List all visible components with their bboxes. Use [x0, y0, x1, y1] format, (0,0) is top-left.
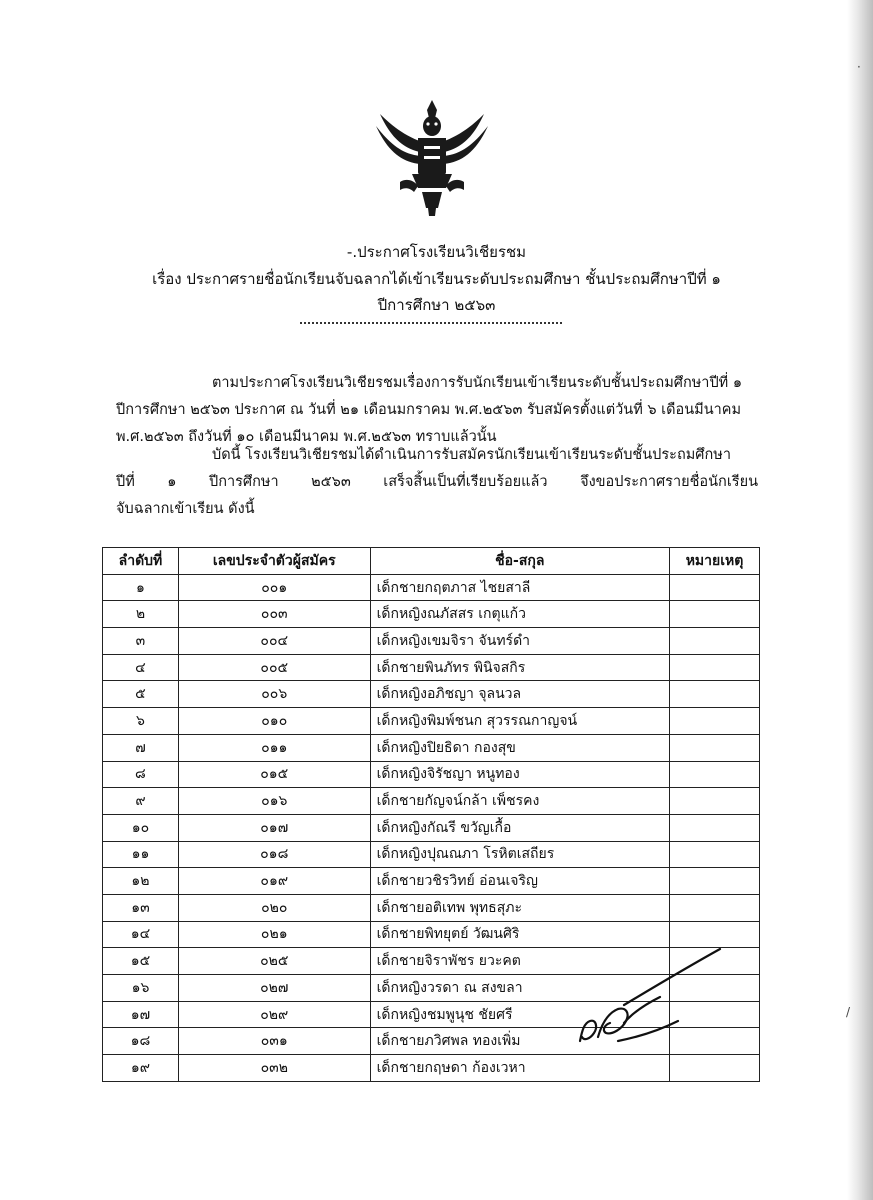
paragraph-intro [116, 370, 758, 451]
cell-name: เด็กชายภวิศพล ทองเพิ่ม [370, 1028, 669, 1055]
header-remark: หมายเหตุ [670, 548, 760, 575]
table-row [103, 628, 760, 655]
cell-remark [670, 788, 760, 815]
cell-name: เด็กหญิงจิรัชญา หนูทอง [370, 761, 669, 788]
cell-remark [670, 841, 760, 868]
table-row [103, 868, 760, 895]
table-header-row [103, 548, 760, 575]
announcement-title: -.ประกาศโรงเรียนวิเชียรชม [346, 243, 527, 261]
garuda-emblem-icon [372, 96, 492, 218]
table-row [103, 814, 760, 841]
scan-speck: / [846, 1005, 851, 1019]
table-row [103, 574, 760, 601]
cell-order: ๑๙ [103, 1055, 179, 1082]
cell-applicant-id: ๐๑๖ [178, 788, 370, 815]
paragraph-line: ปีการศึกษา ๒๕๖๓ ประกาศ ณ วันที่ ๒๑ เดือนมกราคม พ.ศ.๒๕๖๓ รับสมัครตั้งแต่วันที่ ๖ เดือนมีนาคม [116, 402, 742, 418]
cell-order: ๑๔ [103, 921, 179, 948]
cell-remark [670, 681, 760, 708]
cell-name: เด็กชายจิราพัชร ยวะคต [370, 948, 669, 975]
cell-name: เด็กชายกฤตภาส ไชยสาลี [370, 574, 669, 601]
cell-remark [670, 708, 760, 735]
cell-order: ๗ [103, 734, 179, 761]
cell-name: เด็กหญิงกัณรี ขวัญเกื้อ [370, 814, 669, 841]
cell-order: ๑๑ [103, 841, 179, 868]
cell-order: ๑๘ [103, 1028, 179, 1055]
cell-order: ๑๗ [103, 1001, 179, 1028]
cell-name: เด็กชายอติเทพ พุทธสุภะ [370, 894, 669, 921]
cell-applicant-id: ๐๑๙ [178, 868, 370, 895]
table-row [103, 681, 760, 708]
cell-name: เด็กชายพินภัทร พินิจสกิร [370, 654, 669, 681]
table-row [103, 921, 760, 948]
cell-name: เด็กหญิงปิยธิดา กองสุข [370, 734, 669, 761]
dotted-divider [300, 322, 562, 324]
paragraph-line: ตามประกาศโรงเรียนวิเชียรชมเรื่องการรับนักเรียนเข้าเรียนระดับชั้นประถมศึกษาปีที่ ๑ [212, 375, 743, 391]
cell-name: เด็กหญิงอภิชญา จุลนวล [370, 681, 669, 708]
announcement-year: ปีการศึกษา ๒๕๖๓ [377, 296, 496, 314]
cell-name: เด็กชายพิทยุตย์ วัฒนศิริ [370, 921, 669, 948]
cell-name: เด็กชายกัญจน์กล้า เพ็ชรคง [370, 788, 669, 815]
cell-applicant-id: ๐๐๖ [178, 681, 370, 708]
header-name: ชื่อ-สกุล [370, 548, 669, 575]
cell-remark [670, 574, 760, 601]
cell-name: เด็กหญิงเขมจิรา จันทร์ดำ [370, 628, 669, 655]
paragraph-line: พ.ศ.๒๕๖๓ ถึงวันที่ ๑๐ เดือนมีนาคม พ.ศ.๒๕๖๓ ทราบแล้วนั้น [116, 429, 497, 445]
cell-remark [670, 734, 760, 761]
cell-remark [670, 628, 760, 655]
cell-applicant-id: ๐๒๗ [178, 975, 370, 1002]
table-row [103, 894, 760, 921]
cell-order: ๑๐ [103, 814, 179, 841]
cell-remark [670, 654, 760, 681]
cell-order: ๑ [103, 574, 179, 601]
cell-order: ๒ [103, 601, 179, 628]
paragraph-line: บัดนี้ โรงเรียนวิเชียรชมได้ดำเนินการรับสมัครนักเรียนเข้าเรียนระดับชั้นประถมศึกษา [212, 447, 731, 463]
header-order: ลำดับที่ [103, 548, 179, 575]
table-row [103, 761, 760, 788]
paragraph-line: จับฉลากเข้าเรียน ดังนี้ [116, 501, 255, 517]
cell-applicant-id: ๐๐๑ [178, 574, 370, 601]
cell-order: ๓ [103, 628, 179, 655]
handwritten-signature [568, 945, 728, 1065]
scan-edge-shadow [847, 0, 873, 1200]
cell-name: เด็กชายกฤษดา ก้องเวหา [370, 1055, 669, 1082]
paragraph-announcement [116, 442, 758, 523]
cell-name: เด็กหญิงวรดา ณ สงขลา [370, 975, 669, 1002]
cell-applicant-id: ๐๑๘ [178, 841, 370, 868]
table-row [103, 654, 760, 681]
cell-applicant-id: ๐๑๗ [178, 814, 370, 841]
cell-applicant-id: ๐๒๐ [178, 894, 370, 921]
cell-remark [670, 761, 760, 788]
cell-name: เด็กหญิงณภัสสร เกตุแก้ว [370, 601, 669, 628]
cell-applicant-id: ๐๓๒ [178, 1055, 370, 1082]
table-row [103, 708, 760, 735]
cell-order: ๙ [103, 788, 179, 815]
cell-name: เด็กชายวชิรวิทย์ อ่อนเจริญ [370, 868, 669, 895]
cell-applicant-id: ๐๑๐ [178, 708, 370, 735]
cell-name: เด็กหญิงปุณณภา โรหิตเสถียร [370, 841, 669, 868]
cell-applicant-id: ๐๒๑ [178, 921, 370, 948]
cell-remark [670, 814, 760, 841]
cell-order: ๑๕ [103, 948, 179, 975]
cell-order: ๑๖ [103, 975, 179, 1002]
cell-remark [670, 921, 760, 948]
scan-speck: · [857, 60, 861, 74]
cell-order: ๑๒ [103, 868, 179, 895]
cell-applicant-id: ๐๐๓ [178, 601, 370, 628]
cell-applicant-id: ๐๐๔ [178, 628, 370, 655]
cell-applicant-id: ๐๑๑ [178, 734, 370, 761]
cell-remark [670, 601, 760, 628]
cell-applicant-id: ๐๒๙ [178, 1001, 370, 1028]
cell-applicant-id: ๐๑๕ [178, 761, 370, 788]
cell-remark [670, 894, 760, 921]
cell-applicant-id: ๐๐๕ [178, 654, 370, 681]
table-row [103, 601, 760, 628]
cell-order: ๑๓ [103, 894, 179, 921]
table-row [103, 734, 760, 761]
table-row [103, 788, 760, 815]
paragraph-line: ปีที่ ๑ ปีการศึกษา ๒๕๖๓ เสร็จสิ้นเป็นที่เรียบร้อยแล้ว จึงขอประกาศรายชื่อนักเรียน [116, 474, 758, 490]
cell-remark [670, 868, 760, 895]
cell-order: ๔ [103, 654, 179, 681]
cell-name: เด็กหญิงชมพูนุช ชัยศรี [370, 1001, 669, 1028]
cell-name: เด็กหญิงพิมพ์ชนก สุวรรณกาญจน์ [370, 708, 669, 735]
announcement-subject: เรื่อง ประกาศรายชื่อนักเรียนจับฉลากได้เข้าเรียนระดับประถมศึกษา ชั้นประถมศึกษาปีที่ ๑ [152, 270, 721, 288]
table-row [103, 841, 760, 868]
cell-applicant-id: ๐๓๑ [178, 1028, 370, 1055]
cell-order: ๘ [103, 761, 179, 788]
header-applicant-id: เลขประจำตัวผู้สมัคร [178, 548, 370, 575]
cell-order: ๕ [103, 681, 179, 708]
cell-applicant-id: ๐๒๕ [178, 948, 370, 975]
cell-order: ๖ [103, 708, 179, 735]
